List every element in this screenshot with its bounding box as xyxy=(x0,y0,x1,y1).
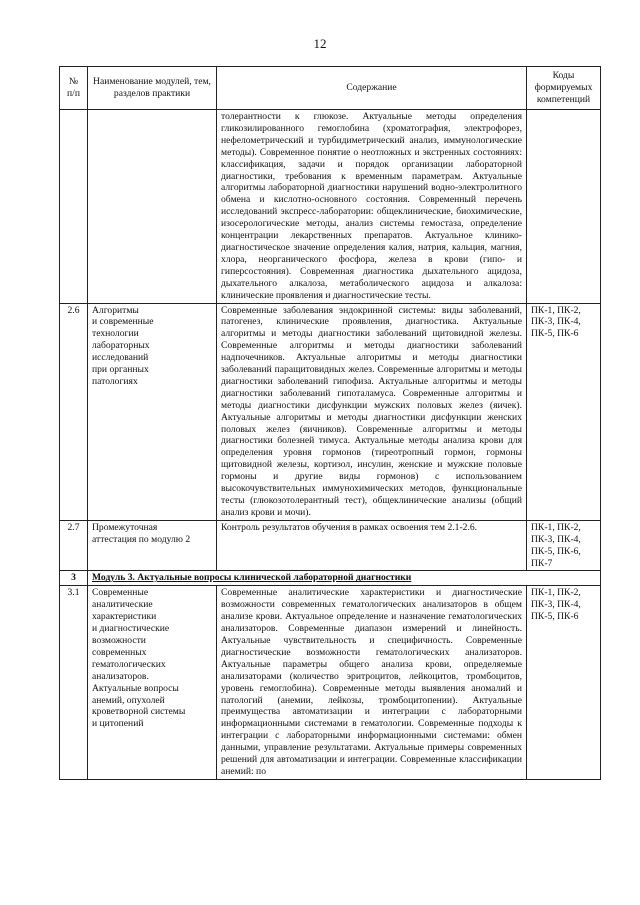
row-number: 3.1 xyxy=(60,586,88,780)
module-header-row xyxy=(60,571,601,586)
page-number: 12 xyxy=(313,36,327,51)
row-topic-name: Промежуточная аттестация по модулю 2 xyxy=(88,520,217,571)
row-topic-name: Алгоритмы и современные технологии лабораторных исследований при органных патологиях xyxy=(88,303,217,520)
header-content: Содержание xyxy=(217,67,527,110)
row-content: Современные заболевания эндокринной системы: виды заболеваний, патогенез, клинические проявления, диагностика. Актуальные алгоритмы и методы диагностики заболеваний щитовидной железы. Современные алгоритмы и методы диагностики заболеваний надпочечников. Актуальные алгоритмы и методы диагностики заболеваний паращитовидных желез. Современные алгоритмы и методы диагностики заболеваний гипофиза. Актуальные алгоритмы и методы диагностики заболеваний гипоталамуса. Современные алгоритмы и методы диагностики дисфункции мужских половых желез (яичек). Актуальные алгоритмы и методы диагностики дисфункции женских половых желез (яичников). Современные алгоритмы и методы диагностики болезней тимуса. Актуальные методы анализа крови для определения уровня гормонов (тиреотропный гормон, гормоны щитовидной железы, кортизол, инсулин, женские и мужские половые гормоны и другие виды гормонов) с использованием высокочувствительных иммунохимических методов, функциональные тесты (глюкозотолерантный тест), общеклинические анализы (общий анализ крови и мочи). xyxy=(217,303,527,520)
row-number: 2.6 xyxy=(60,303,88,520)
table-row xyxy=(60,303,601,520)
row-competency-codes: ПК-1, ПК-2, ПК-3, ПК-4, ПК-5, ПК-6 xyxy=(527,303,601,520)
row-topic-name: Современные аналитические характеристики и диагностические возможности современных гематологических анализаторов. Актуальные вопросы анемий, опухолей кроветворной системы и цитопений xyxy=(88,586,217,780)
table-row xyxy=(60,586,601,780)
table-row xyxy=(60,110,601,304)
header-number: № п/п xyxy=(60,67,88,110)
module-title: Модуль 3. Актуальные вопросы клинической лабораторной диагностики xyxy=(88,571,601,586)
header-module-name: Наименование модулей, тем, разделов практики xyxy=(88,67,217,110)
table-row xyxy=(60,520,601,571)
row-competency-codes: ПК-1, ПК-2, ПК-3, ПК-4, ПК-5, ПК-6 xyxy=(527,586,601,780)
table-header-row xyxy=(60,67,601,110)
row-content: Современные аналитические характеристики и диагностические возможности современных гематологических анализаторов в общем анализе крови. Актуальное определение и назначение гематологических анализаторов. Современные диапазон измерений и линейность. Актуальные чувствительность и специфичность. Современные диагностические возможности гематологических анализаторов. Актуальные параметры общего анализа крови, определяемые анализаторами (количество эритроцитов, лейкоцитов, тромбоцитов, уровень гемоглобина). Современные методы выявления аномалий и патологий (анемии, лейкозы, тромбоцитопении). Актуальные преимущества автоматизации и интеграции с лабораторными информационными системами в гематологии. Современные подходы к интеграции с лабораторными информационными системами: обмен данными, управление результатами. Актуальные примеры современных решений для автоматизации и интеграции. Современные классификации анемий: по xyxy=(217,586,527,780)
row-competency-codes: ПК-1, ПК-2, ПК-3, ПК-4, ПК-5, ПК-6, ПК-7 xyxy=(527,520,601,571)
row-content: Контроль результатов обучения в рамках освоения тем 2.1-2.6. xyxy=(217,520,527,571)
module-number: 3 xyxy=(60,571,88,586)
row-competency-codes xyxy=(527,110,601,304)
row-number xyxy=(60,110,88,304)
row-topic-name xyxy=(88,110,217,304)
row-number: 2.7 xyxy=(60,520,88,571)
header-competency-codes: Коды формируемых компетенций xyxy=(527,67,601,110)
curriculum-table xyxy=(59,66,601,780)
row-content: толерантности к глюкозе. Актуальные методы определения гликозилированного гемоглобина (хроматография, электрофорез, нефелометрический и турбидиметрический анализ, иммунологические методы). Современное понятие о неотложных и экстренных состояниях: классификация, задачи и порядок организации лабораторной диагностики, требования к временным параметрам. Актуальные алгоритмы лабораторной диагностики нарушений водно-электролитного обмена и кислотно-основного состояния. Современный перечень исследований экспресс-лаборатории: общеклинические, биохимические, изосерологические методы, анализ системы гемостаза, определение концентрации лекарственных препаратов. Актуальное клинико-диагностическое значение определения калия, натрия, кальция, магния, хлора, неорганического фосфора, железа в крови (гипо- и гиперсостояния). Современная диагностика дыхательного ацидоза, дыхательного алкалоза, метаболического ацидоза и алкалоза: клинические проявления и диагностические тесты. xyxy=(217,110,527,304)
